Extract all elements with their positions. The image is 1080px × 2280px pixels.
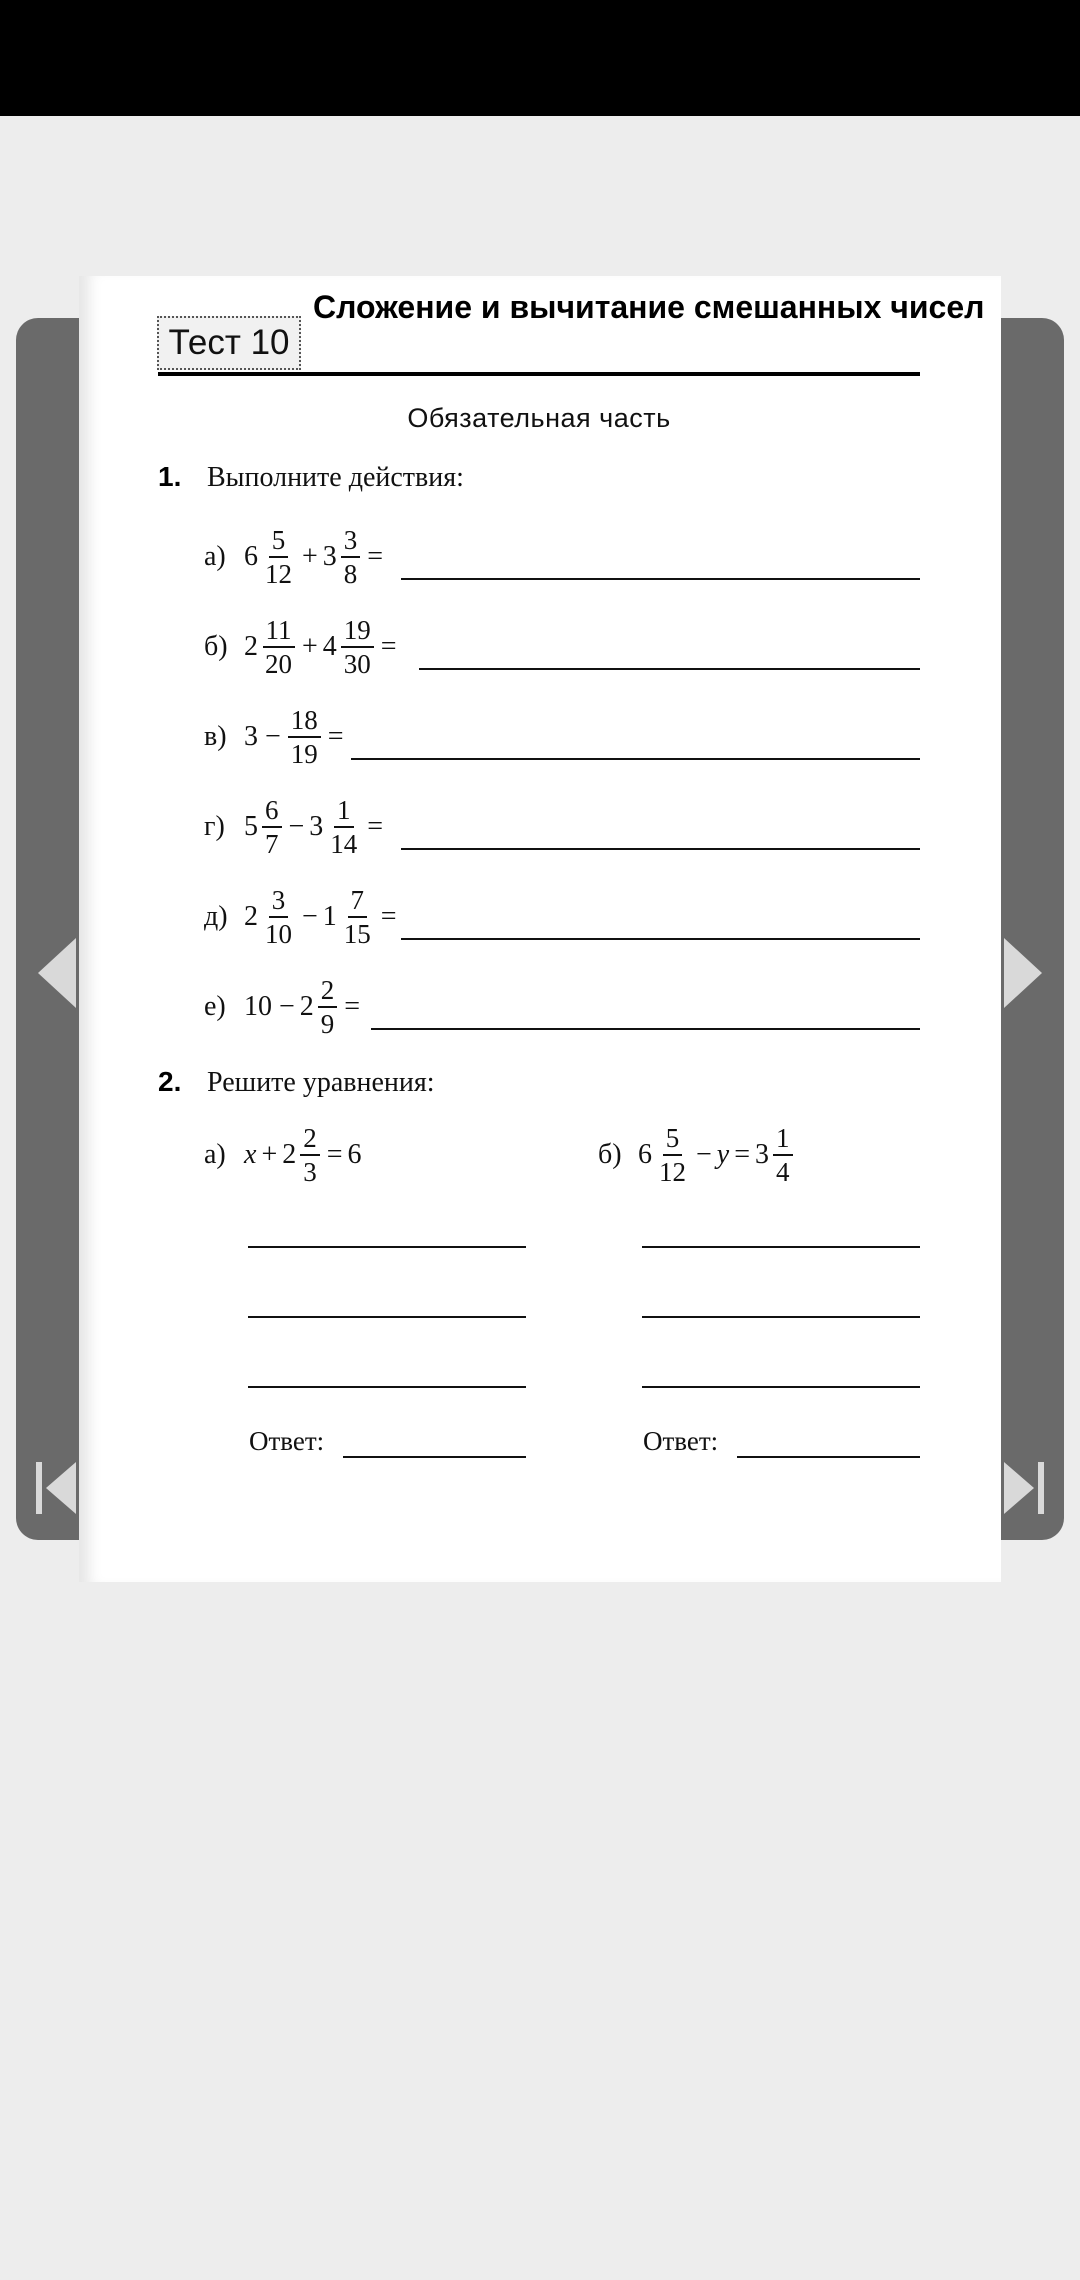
fraction bbox=[327, 794, 360, 860]
equals-sign: = bbox=[734, 1139, 751, 1170]
answer-line-d[interactable] bbox=[401, 938, 920, 940]
denominator: 14 bbox=[330, 829, 358, 859]
task-1-item-a bbox=[204, 524, 388, 590]
equation-a bbox=[204, 1122, 362, 1188]
fraction bbox=[656, 1122, 689, 1188]
answer-line-g[interactable] bbox=[401, 848, 920, 850]
operator: − bbox=[288, 811, 305, 842]
task-1-item-g bbox=[204, 794, 388, 860]
item-label: а) bbox=[204, 1139, 226, 1170]
equals-sign: = bbox=[380, 631, 397, 662]
denominator: 3 bbox=[303, 1157, 317, 1187]
operator: − bbox=[302, 901, 318, 932]
numerator: 5 bbox=[663, 1122, 683, 1156]
solution-line-a-3[interactable] bbox=[248, 1386, 526, 1388]
fraction bbox=[341, 614, 374, 680]
answer-line-v[interactable] bbox=[351, 758, 920, 760]
whole: 2 bbox=[244, 901, 258, 932]
denominator: 20 bbox=[265, 649, 292, 679]
equation-b bbox=[598, 1122, 795, 1188]
page-title: Сложение и вычитание смешанных чисел bbox=[313, 289, 985, 325]
denominator: 10 bbox=[265, 919, 292, 949]
answer-line-eq-a[interactable] bbox=[343, 1456, 526, 1458]
denominator: 12 bbox=[265, 559, 292, 589]
operator: − bbox=[265, 721, 281, 752]
numerator: 19 bbox=[341, 614, 374, 648]
whole: 2 bbox=[244, 631, 258, 662]
item-label: г) bbox=[204, 811, 225, 842]
whole: 3 bbox=[322, 541, 337, 572]
fraction bbox=[341, 884, 374, 950]
item-label: а) bbox=[204, 541, 226, 572]
variable: y bbox=[716, 1139, 730, 1170]
whole: 1 bbox=[322, 901, 337, 932]
task-2-text: Решите уравнения: bbox=[207, 1067, 435, 1098]
variable: x bbox=[244, 1139, 257, 1170]
status-bar bbox=[0, 0, 1080, 116]
whole: 3 bbox=[755, 1139, 770, 1170]
denominator: 9 bbox=[320, 1009, 335, 1039]
numerator: 2 bbox=[300, 1122, 320, 1156]
equals-sign: = bbox=[327, 721, 344, 752]
solution-line-b-2[interactable] bbox=[642, 1316, 920, 1318]
fraction bbox=[262, 524, 295, 590]
fraction bbox=[341, 524, 361, 590]
answer-line-b[interactable] bbox=[419, 668, 920, 670]
numerator: 2 bbox=[318, 974, 338, 1008]
item-label: в) bbox=[204, 721, 227, 752]
section-subtitle: Обязательная часть bbox=[407, 403, 671, 433]
task-1-item-b bbox=[204, 614, 402, 680]
operator: − bbox=[279, 991, 295, 1022]
denominator: 7 bbox=[265, 829, 279, 859]
task-1-item-v bbox=[204, 704, 349, 770]
whole: 3 bbox=[244, 721, 258, 752]
whole: 10 bbox=[244, 991, 272, 1022]
whole: 5 bbox=[244, 811, 258, 842]
item-label: б) bbox=[204, 631, 228, 662]
next-page-icon[interactable] bbox=[994, 928, 1054, 1018]
task-2-number: 2. bbox=[158, 1066, 182, 1097]
fraction bbox=[262, 794, 282, 860]
numerator: 11 bbox=[263, 614, 295, 648]
fraction bbox=[300, 1122, 320, 1188]
solution-line-a-2[interactable] bbox=[248, 1316, 526, 1318]
operator: − bbox=[696, 1139, 712, 1170]
operator: + bbox=[302, 631, 318, 662]
whole: 2 bbox=[282, 1139, 297, 1170]
fraction bbox=[318, 974, 338, 1040]
whole: 2 bbox=[299, 991, 314, 1022]
fraction bbox=[262, 614, 295, 680]
fraction bbox=[262, 884, 295, 950]
item-label: е) bbox=[204, 991, 226, 1022]
equals-sign: = bbox=[367, 541, 384, 572]
answer-label-b: Ответ: bbox=[643, 1426, 719, 1456]
document-page bbox=[79, 276, 1001, 1582]
first-page-icon[interactable] bbox=[26, 1448, 86, 1528]
denominator: 19 bbox=[290, 739, 318, 769]
numerator: 1 bbox=[334, 794, 354, 828]
equals-sign: = bbox=[367, 811, 384, 842]
numerator: 6 bbox=[262, 794, 282, 828]
denominator: 15 bbox=[343, 919, 371, 949]
denominator: 4 bbox=[776, 1157, 790, 1187]
whole: 6 bbox=[638, 1139, 652, 1170]
solution-line-b-1[interactable] bbox=[642, 1246, 920, 1248]
whole: 4 bbox=[322, 631, 337, 662]
numerator: 1 bbox=[773, 1122, 793, 1156]
task-1-text: Выполните действия: bbox=[207, 462, 464, 493]
denominator: 30 bbox=[343, 649, 371, 679]
last-page-icon[interactable] bbox=[994, 1448, 1054, 1528]
answer-line-e[interactable] bbox=[371, 1028, 920, 1030]
operator: + bbox=[261, 1139, 278, 1170]
prev-page-icon[interactable] bbox=[26, 928, 86, 1018]
answer-line-eq-b[interactable] bbox=[737, 1456, 920, 1458]
fraction bbox=[773, 1122, 793, 1188]
equals-sign: = bbox=[380, 901, 397, 932]
operator: + bbox=[302, 541, 318, 572]
right-hand-side: 6 bbox=[347, 1139, 362, 1170]
fraction bbox=[288, 704, 321, 770]
numerator: 18 bbox=[288, 704, 321, 738]
task-1-item-d bbox=[204, 884, 402, 950]
item-label: д) bbox=[204, 901, 228, 932]
solution-line-a-1[interactable] bbox=[248, 1246, 526, 1248]
equals-sign: = bbox=[326, 1139, 343, 1170]
title-divider bbox=[158, 372, 920, 376]
whole: 6 bbox=[244, 541, 258, 572]
equals-sign: = bbox=[344, 991, 361, 1022]
whole: 3 bbox=[309, 811, 324, 842]
numerator: 3 bbox=[341, 524, 361, 558]
answer-label-a: Ответ: bbox=[249, 1426, 325, 1456]
denominator: 12 bbox=[659, 1157, 686, 1187]
task-1-item-e bbox=[204, 974, 365, 1040]
answer-line-a[interactable] bbox=[401, 578, 920, 580]
numerator: 5 bbox=[269, 524, 289, 558]
test-number-stamp: Тест 10 bbox=[157, 316, 301, 370]
task-1-number: 1. bbox=[158, 461, 182, 492]
solution-line-b-3[interactable] bbox=[642, 1386, 920, 1388]
numerator: 3 bbox=[269, 884, 289, 918]
numerator: 7 bbox=[348, 884, 368, 918]
denominator: 8 bbox=[343, 559, 358, 589]
item-label: б) bbox=[598, 1139, 622, 1170]
